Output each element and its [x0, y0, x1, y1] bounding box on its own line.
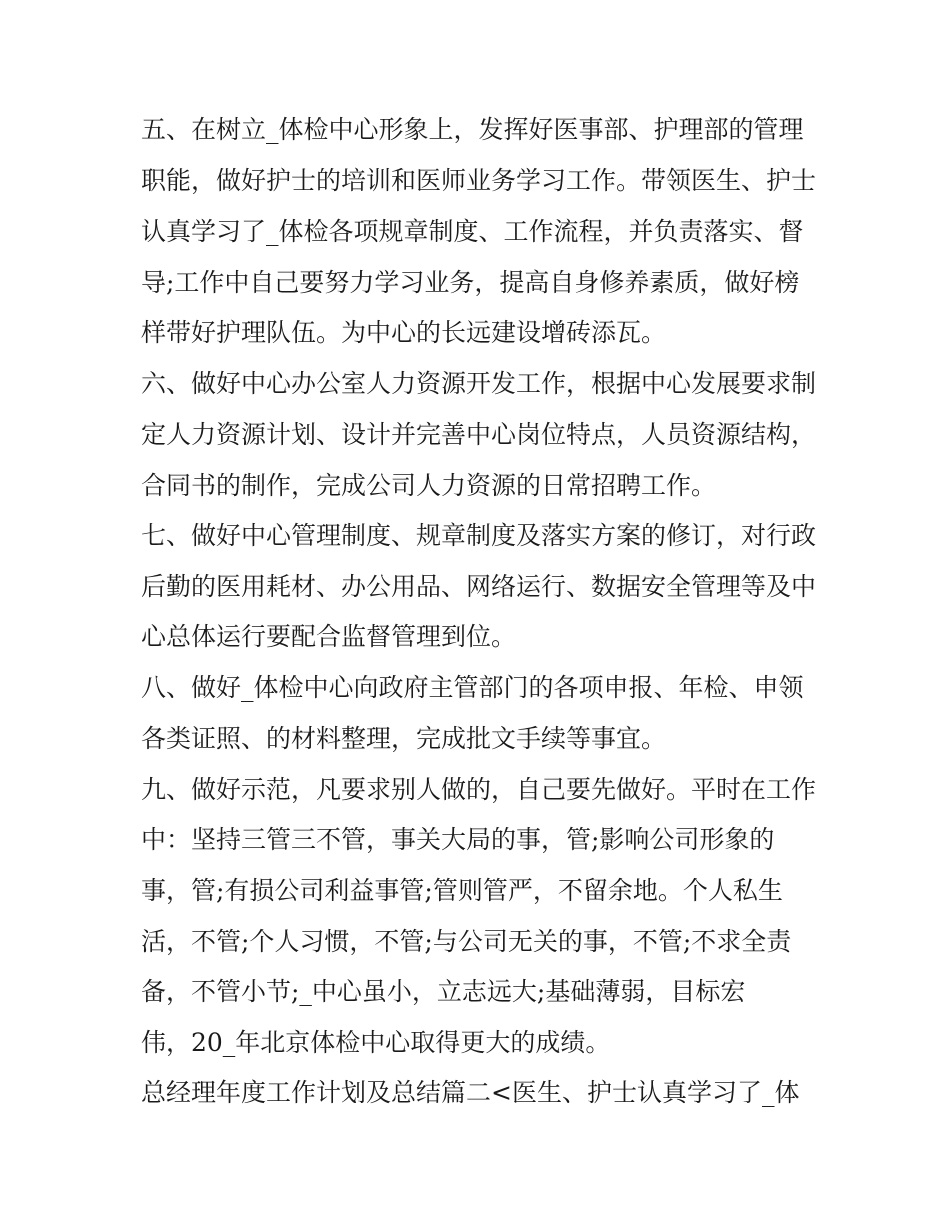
text-line: 心总体运行要配合监督管理到位。 [141, 622, 517, 651]
text-line: 合同书的制作，完成公司人力资源的日常招聘工作。 [141, 471, 717, 500]
text-line: 各类证照、的材料整理，完成批文手续等事宜。 [141, 724, 667, 753]
text-line: 六、做好中心办公室人力资源开发工作，根据中心发展要求制 [141, 369, 817, 398]
text-line: 七、做好中心管理制度、规章制度及落实方案的修订，对行政 [141, 521, 817, 550]
text-line: 后勤的医用耗材、办公用品、网络运行、数据安全管理等及中 [141, 572, 817, 601]
text-line: 样带好护理队伍。为中心的长远建设增砖添瓦。 [141, 318, 667, 347]
text-line: 备，不管小节;_中心虽小，立志远大;基础薄弱，目标宏 [141, 977, 746, 1006]
text-line: 伟，20_年北京体检中心取得更大的成绩。 [141, 1028, 611, 1057]
text-line: 事，管;有损公司利益事管;管则管严，不留余地。个人私生 [141, 876, 783, 905]
text-line: 导;工作中自己要努力学习业务，提高自身修养素质，做好榜 [141, 268, 800, 297]
text-line: 活，不管;个人习惯，不管;与公司无关的事，不管;不求全责 [141, 927, 792, 956]
text-line: 五、在树立_体检中心形象上，发挥好医事部、护理部的管理 [141, 115, 804, 144]
text-line: 认真学习了_体检各项规章制度、工作流程，并负责落实、督 [141, 217, 804, 246]
text-line: 中：坚持三管三不管，事关大局的事，管;影响公司形象的 [141, 825, 775, 854]
text-line: 定人力资源计划、设计并完善中心岗位特点，人员资源结构， [141, 420, 817, 449]
text-line: 总经理年度工作计划及总结篇二<医生、护士认真学习了_体 [141, 1078, 800, 1107]
text-line: 八、做好_体检中心向政府主管部门的各项申报、年检、申领 [141, 673, 804, 702]
text-line: 职能，做好护士的培训和医师业务学习工作。带领医生、护士 [141, 166, 817, 195]
text-line: 九、做好示范，凡要求别人做的，自己要先做好。平时在工作 [141, 775, 817, 804]
